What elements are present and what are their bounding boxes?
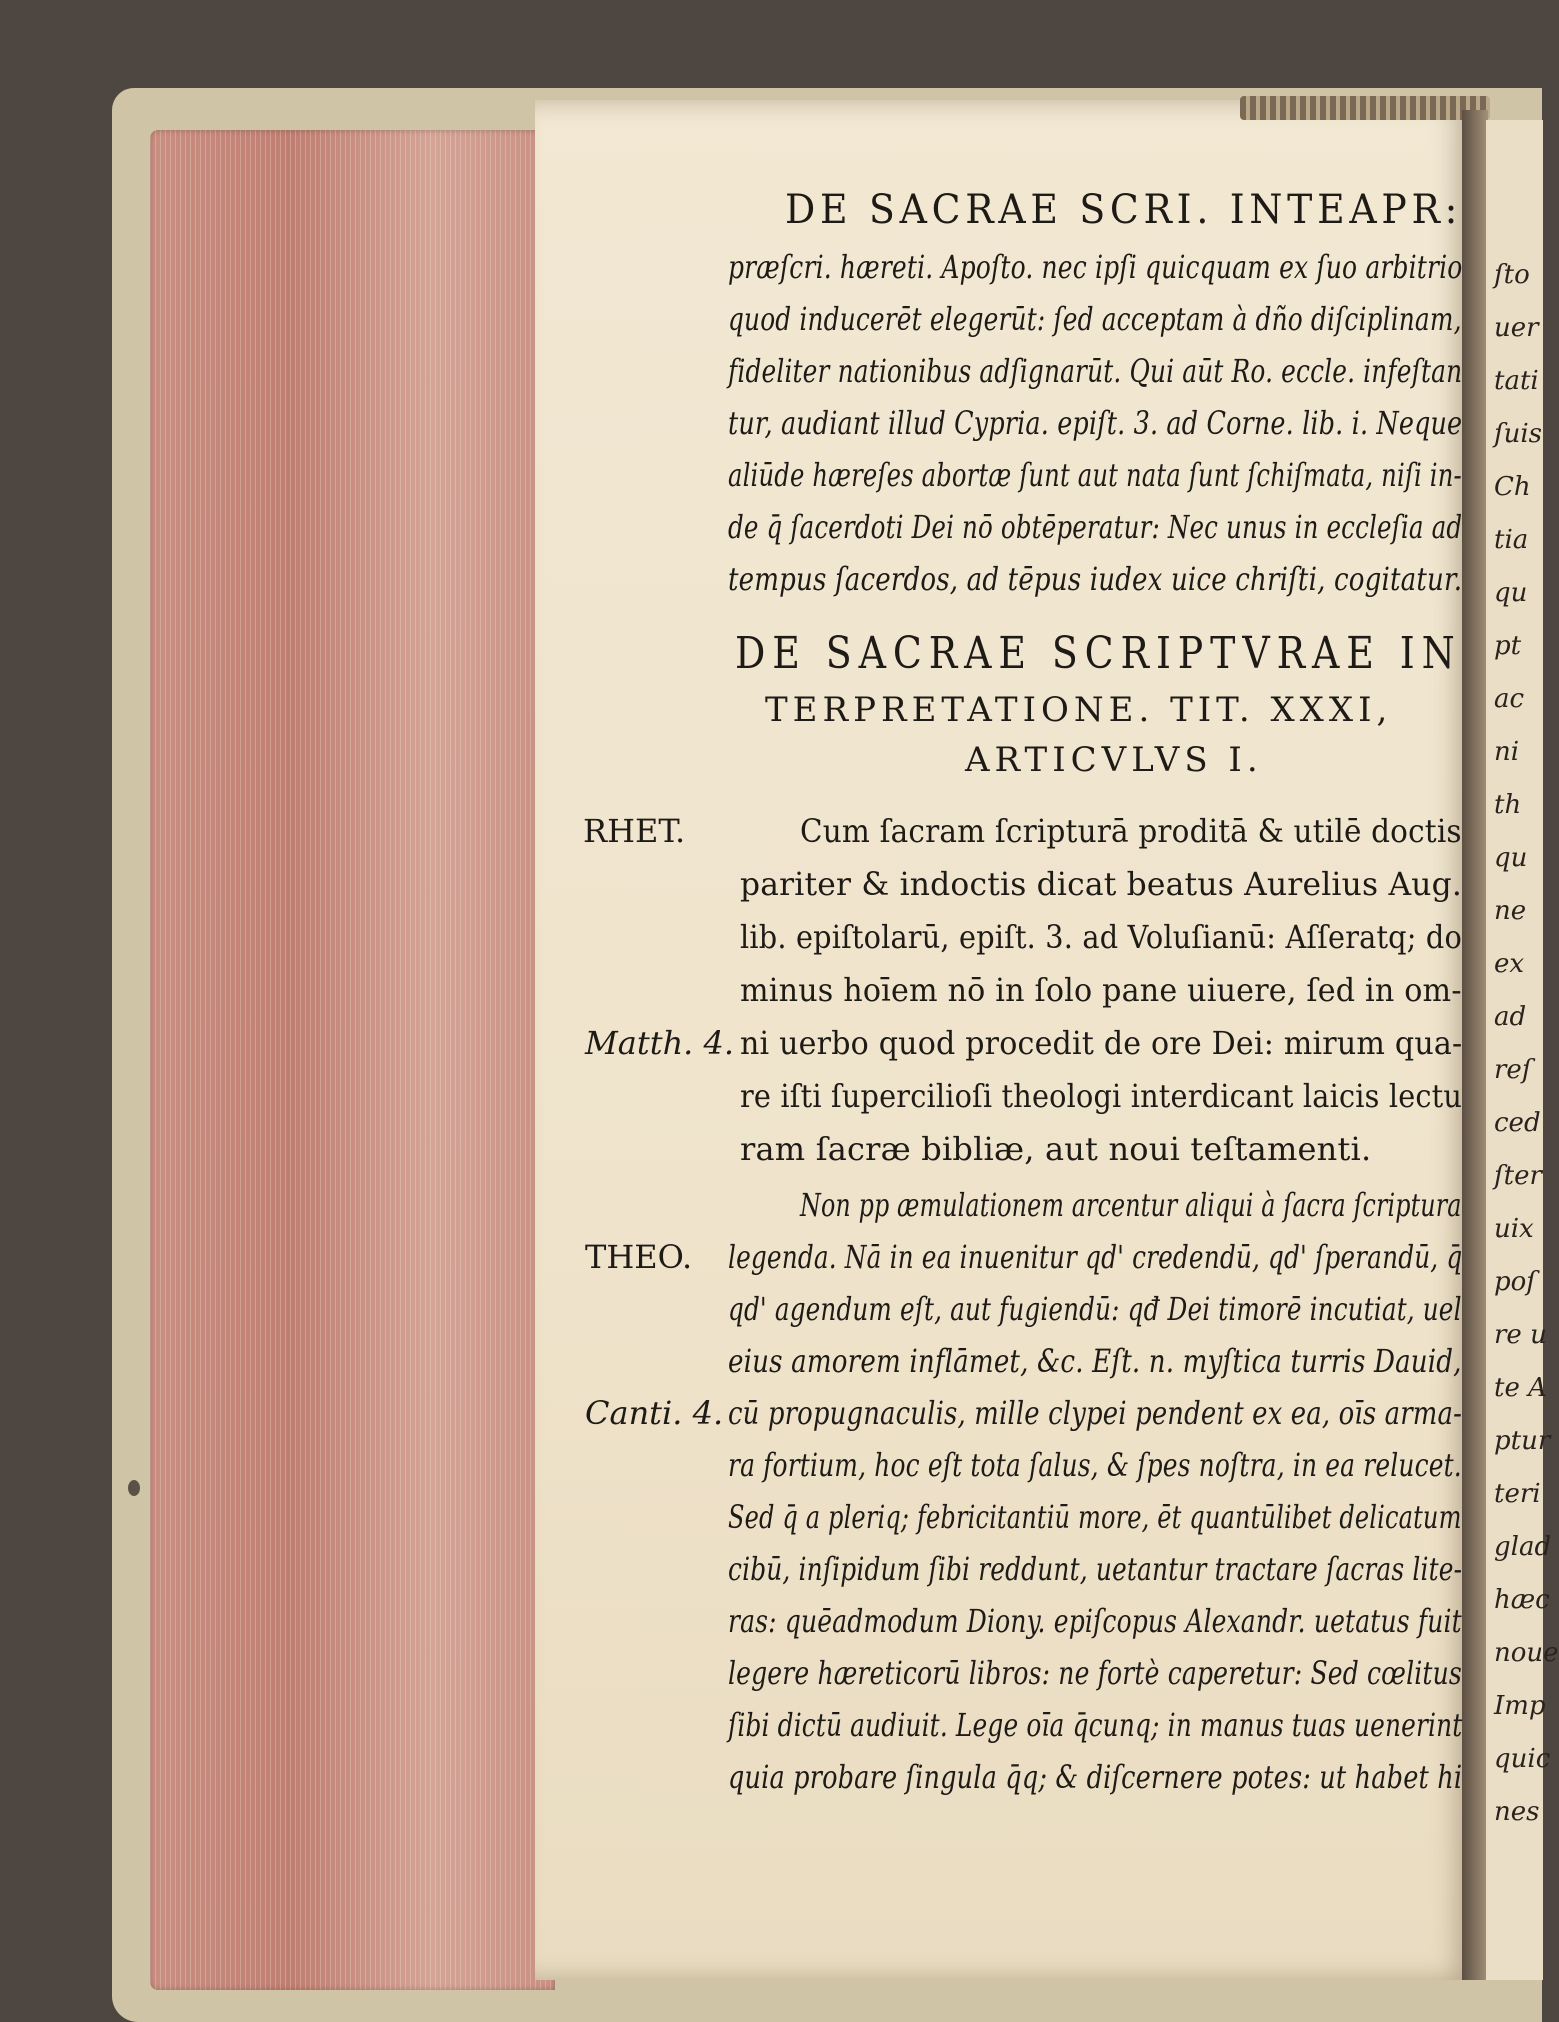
facing-page-line: te A [1494,1373,1547,1403]
italic-line: Non pp æmulationem arcentur aliqui à ſacra ſcriptura [800,1186,1462,1224]
body-line: re iſti ſupercilioſi theologi interdicant laicis lectu [740,1077,1463,1115]
article-heading: ARTICVLVS I. [965,740,1263,780]
intro-line: quod inducerēt elegerūt: ſed acceptam à dño diſciplinam, [728,300,1462,338]
facing-page-line: teri [1494,1479,1541,1509]
facing-page-line: tati [1494,366,1539,396]
facing-page-line: nes [1494,1797,1540,1827]
body-line: ram ſacræ bibliæ, aut noui teſtamenti. [740,1130,1372,1168]
facing-page-line: ced [1494,1108,1541,1138]
facing-page-line: Ch [1494,472,1531,502]
facing-page [1486,120,1559,1980]
facing-page-line: ſter [1494,1161,1542,1191]
intro-line: fideliter nationibus adſignarūt. Qui aūt Ro. eccle. infeſtan [728,352,1463,390]
facing-page-line: ex [1494,949,1525,979]
facing-page-line: quic [1494,1744,1551,1774]
intro-line: de q̄ ſacerdoti Dei nō obtēperatur: Nec unus in eccleſia ad [728,508,1463,546]
facing-page-line: noue [1494,1638,1559,1668]
gutter-shadow [1462,110,1488,1980]
intro-line: præſcri. hæreti. Apoſto. nec ipſi quicquam ex ſuo arbitrio [728,248,1463,286]
italic-line: legere hæreticorū libros: ne fortè caperetur: Sed cœlitus [728,1654,1462,1692]
facing-page-line: uer [1494,313,1539,343]
facing-page-line: hæc [1494,1585,1550,1615]
italic-line: cibū, inſipidum ſibi reddunt, uetantur tractare ſacras lite- [728,1550,1463,1588]
facing-page-line: uix [1494,1214,1534,1244]
intro-line: aliūde hæreſes abortæ ſunt aut nata ſunt ſchiſmata, niſi in- [728,456,1462,494]
facing-page-line: poſ [1494,1267,1536,1297]
facing-page-line: re u [1494,1320,1547,1350]
italic-line: quia probare ſingula q̄q; & diſcernere potes: ut habet hi [728,1758,1463,1796]
facing-page-line: ſuis [1494,419,1543,449]
italic-line: qd' agendum eſt, aut fugiendū: qđ Dei timorē incutiat, uel [728,1290,1462,1328]
italic-line: ſibi dictū audiuit. Lege oīa q̄cunq; in manus tuas uenerint [728,1706,1463,1744]
margin-note-rhet: RHET. [583,812,686,850]
headband [1240,96,1490,120]
facing-page-line: th [1494,790,1522,820]
margin-note-canti: Canti. 4. [585,1394,724,1432]
running-head: DE SACRAE SCRI. INTEAPR: [785,187,1463,233]
italic-line: legenda. Nā in ea inuenitur qd' credendū, qd' ſperandū, q̄ [728,1238,1463,1276]
italic-line: eius amorem inflāmet, &c. Eſt. n. myſtica turris Dauid, [728,1342,1462,1380]
body-line: pariter & indoctis dicat beatus Aurelius Aug. [740,865,1463,903]
facing-page-line: tia [1494,525,1529,555]
facing-page-line: Imp [1494,1691,1546,1721]
italic-line: ra fortium, hoc eſt tota ſalus, & ſpes noſtra, in ea relucet. [728,1446,1462,1484]
margin-note-theo: THEO. [585,1238,693,1276]
body-line: minus hoīem nō in ſolo pane uiuere, ſed in om- [740,971,1462,1009]
facing-page-line: pt [1494,631,1522,661]
margin-note-matth: Matth. 4. [585,1024,735,1062]
body-line: lib. epiſtolarū, epiſt. 3. ad Voluſianū: Aſſeratq; do [740,918,1462,956]
intro-line: tempus ſacerdos, ad tēpus iudex uice chriſti, cogitatur. [728,560,1463,598]
intro-line: tur, audiant illud Cypria. epiſt. 3. ad Corne. lib. i. Neque [728,404,1463,442]
facing-page-line: ptur [1494,1426,1551,1456]
body-line: ni uerbo quod procedit de ore Dei: mirum qua- [740,1024,1463,1062]
facing-page-line: ne [1494,896,1527,926]
clasp-mark [128,1480,140,1496]
facing-page-line: qu [1494,578,1528,608]
body-line: Cum ſacram ſcripturā proditā & utilē doctis [800,812,1462,850]
facing-page-line: glad [1494,1532,1552,1562]
italic-line: Sed q̄ a pleriq; febricitantiū more, ēt quantūlibet delicatum [728,1498,1462,1536]
facing-page-line: reſ [1494,1055,1532,1085]
facing-page-line: ſto [1494,260,1530,290]
section-title: TERPRETATIONE. TIT. XXXI, [765,690,1393,730]
page-edges [150,130,555,1990]
facing-page-line: qu [1494,843,1528,873]
facing-page-line: ac [1494,684,1525,714]
italic-line: ras: quēadmodum Diony. epiſcopus Alexandr. uetatus fuit [728,1602,1462,1640]
section-title: DE SACRAE SCRIPTVRAE IN [735,628,1462,679]
facing-page-line: ad [1494,1002,1527,1032]
italic-line: cū propugnaculis, mille clypei pendent ex ea, oīs arma- [728,1394,1463,1432]
facing-page-line: ni [1494,737,1520,767]
